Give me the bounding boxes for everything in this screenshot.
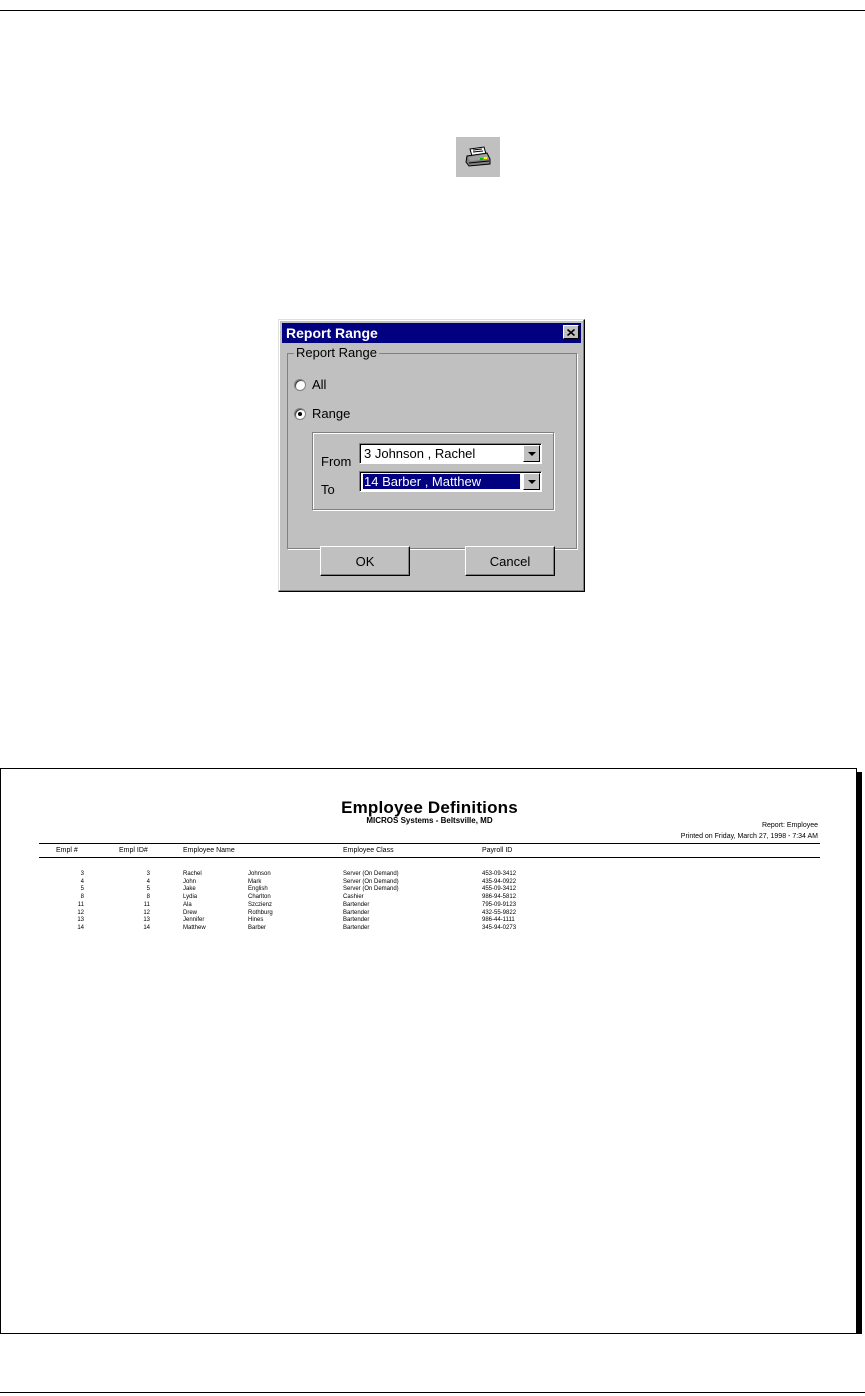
col-header-payroll-id: Payroll ID <box>482 847 513 854</box>
from-select[interactable] <box>359 443 542 464</box>
report-column-rule <box>39 857 820 858</box>
report-range-dialog <box>278 319 585 592</box>
close-button[interactable] <box>563 325 579 339</box>
range-fields-box <box>312 432 554 510</box>
report-preview <box>0 768 857 1334</box>
report-cell-first: Jake <box>183 886 196 893</box>
report-cell-payroll: 453-09-3412 <box>482 871 517 877</box>
report-cell-empl-num: 5 <box>80 886 84 893</box>
report-cell-first: Matthew <box>183 924 206 931</box>
print-button[interactable] <box>456 137 500 177</box>
report-cell-empl-id: 11 <box>143 901 150 908</box>
radio-all-row[interactable] <box>294 377 326 392</box>
report-cell-payroll: 986-94-5812 <box>482 894 517 901</box>
report-cell-payroll: 435-94-0922 <box>482 878 517 885</box>
report-cell-payroll: 432-55-9822 <box>482 909 517 916</box>
report-cell-empl-num: 12 <box>77 909 84 916</box>
report-header-rule <box>39 843 820 844</box>
page-top-rule <box>0 10 865 11</box>
report-cell-empl-num: 13 <box>77 917 84 924</box>
report-cell-empl-id: 5 <box>146 886 150 893</box>
from-label: From <box>321 454 352 469</box>
to-label: To <box>321 482 335 497</box>
report-cell-empl-num: 4 <box>80 878 84 885</box>
report-cell-last: Johnson <box>248 871 271 877</box>
printer-icon <box>464 145 492 169</box>
dialog-title: Report Range <box>286 325 378 341</box>
report-cell-empl-num: 3 <box>80 871 84 877</box>
report-printed-on: Printed on Friday, March 27, 1998 - 7:34 AM <box>680 833 818 840</box>
report-cell-class: Server (On Demand) <box>343 878 399 885</box>
report-cell-payroll: 795-09-9123 <box>482 901 517 908</box>
report-cell-last: Szczienz <box>248 901 273 908</box>
cancel-button[interactable]: Cancel <box>465 546 555 576</box>
report-subtitle: MICROS Systems - Beltsville, MD <box>366 816 493 825</box>
report-cell-class: Bartender <box>343 909 370 916</box>
report-cell-payroll: 455-09-3412 <box>482 886 517 893</box>
report-cell-class: Bartender <box>343 917 370 924</box>
report-cell-class: Cashier <box>343 894 364 901</box>
col-header-employee-class: Employee Class <box>343 847 394 854</box>
report-cell-empl-id: 4 <box>146 878 150 885</box>
report-cell-first: Ala <box>183 901 192 908</box>
report-cell-empl-num: 11 <box>77 901 84 908</box>
to-select-value: 14 Barber , Matthew <box>363 474 520 489</box>
report-cell-last: Mark <box>248 878 262 885</box>
radio-range-row[interactable] <box>294 406 350 421</box>
report-cell-empl-id: 14 <box>143 924 150 931</box>
col-header-empl-num: Empl # <box>56 847 78 854</box>
report-cell-last: Barber <box>248 924 267 931</box>
radio-all[interactable] <box>294 379 306 391</box>
from-dropdown-button[interactable] <box>523 445 540 462</box>
to-dropdown-button[interactable] <box>523 473 540 490</box>
report-cell-first: John <box>183 878 197 885</box>
report-cell-empl-id: 3 <box>146 871 150 877</box>
report-cell-last: Rothburg <box>248 909 273 916</box>
close-icon <box>567 329 575 336</box>
report-cell-payroll: 986-44-1111 <box>482 917 515 924</box>
report-range-group <box>287 345 577 549</box>
report-title: Employee Definitions <box>341 798 518 817</box>
report-cell-first: Jennifer <box>183 917 205 924</box>
report-cell-empl-num: 14 <box>77 924 84 931</box>
report-cell-empl-id: 8 <box>146 894 150 901</box>
dialog-titlebar[interactable] <box>282 323 581 343</box>
report-cell-last: English <box>248 886 268 893</box>
report-cell-first: Rachel <box>183 871 202 877</box>
page-bottom-rule <box>0 1392 865 1393</box>
chevron-down-icon <box>528 452 536 456</box>
report-cell-class: Bartender <box>343 901 370 908</box>
report-cell-class: Bartender <box>343 924 370 931</box>
report-cell-class: Server (On Demand) <box>343 871 399 877</box>
chevron-down-icon <box>528 480 536 484</box>
radio-range[interactable] <box>294 408 306 420</box>
report-cell-first: Lydia <box>183 894 198 901</box>
col-header-employee-name: Employee Name <box>183 847 235 854</box>
report-cell-last: Hines <box>248 917 264 924</box>
ok-button[interactable]: OK <box>320 546 410 576</box>
report-cell-last: Charlton <box>248 894 271 901</box>
col-header-empl-id: Empl ID# <box>119 847 148 854</box>
to-select[interactable] <box>359 471 542 492</box>
radio-range-label: Range <box>312 406 351 421</box>
report-cell-class: Server (On Demand) <box>343 886 399 893</box>
report-cell-payroll: 345-94-0273 <box>482 924 517 931</box>
group-label: Report Range <box>296 345 377 360</box>
report-shadow <box>857 772 862 1334</box>
report-cell-empl-id: 12 <box>143 909 150 916</box>
report-cell-empl-id: 13 <box>143 917 150 924</box>
report-name: Report: Employee <box>761 822 818 829</box>
report-cell-empl-num: 8 <box>80 894 84 901</box>
radio-all-label: All <box>312 377 327 392</box>
from-select-value: 3 Johnson , Rachel <box>364 446 476 461</box>
report-cell-first: Drew <box>183 909 198 916</box>
